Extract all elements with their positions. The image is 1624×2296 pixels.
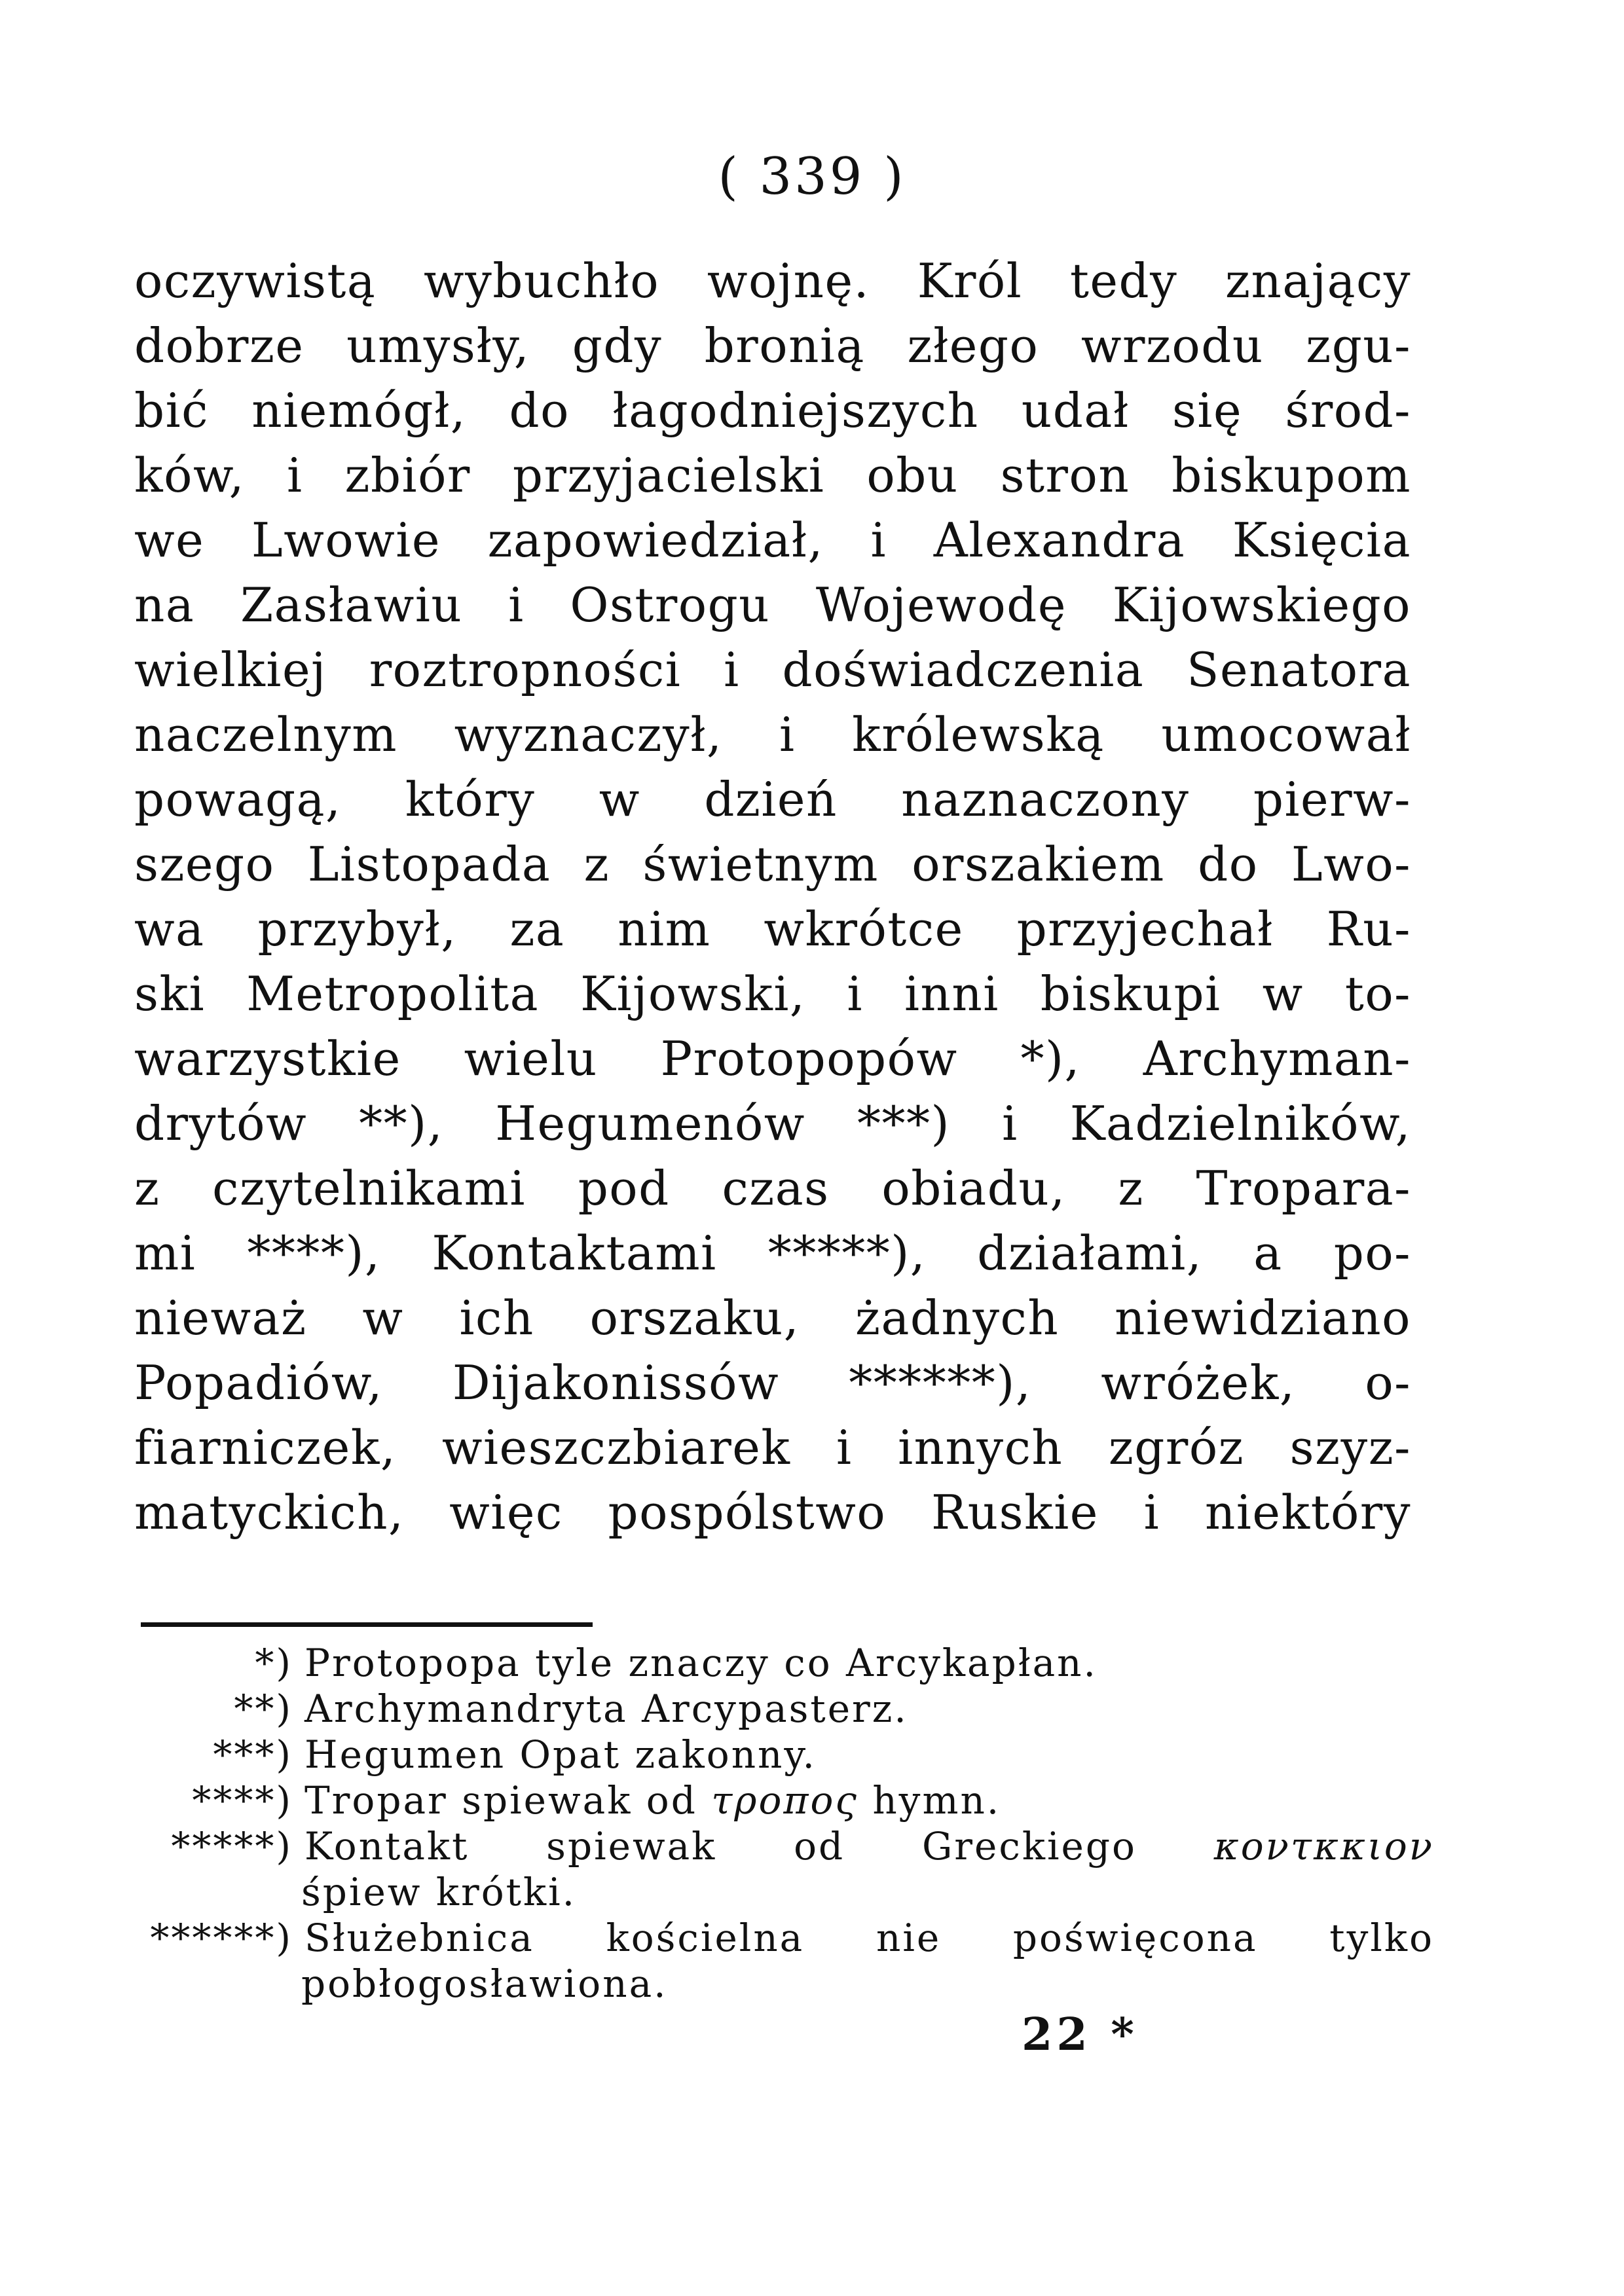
page-number: ( 339 ) <box>718 147 906 206</box>
footnotes <box>124 1640 1434 2007</box>
text-line: nieważ w ich orszaku, żadnych niewidziano <box>134 1290 1411 1345</box>
text-line: z czytelnikami pod czas obiadu, z Troparа- <box>134 1161 1411 1216</box>
footnote-text: Protopopa tyle znaczy co Arcykapłan. <box>304 1641 1098 1685</box>
greek-word: κοντκκιον <box>1213 1824 1435 1868</box>
text-line: warzystkie wielu Protopopów *), Archyman- <box>134 1031 1411 1086</box>
footnote-continuation: pobłogosławiona. <box>301 1961 668 2006</box>
text-line: oczywistą wybuchło wojnę. Król tedy znający <box>134 253 1411 308</box>
text-line: matyckich, więc pospólstwo Ruskie i niektóry <box>134 1485 1411 1540</box>
footnote-marker: **) <box>234 1686 293 1731</box>
text-line: wa przybył, za nim wkrótce przyjechał Ru- <box>134 902 1411 957</box>
footnote-marker: ****) <box>192 1778 293 1823</box>
text-line: naczelnym wyznaczył, i królewską umocował <box>134 707 1411 762</box>
footnote <box>124 1732 1434 1777</box>
text-line: drytów **), Hegumenów ***) i Kadzielników, <box>134 1096 1411 1151</box>
footnote-marker: *****) <box>171 1824 293 1868</box>
footnote-text: Hegumen Opat zakonny. <box>304 1732 817 1777</box>
footnote-continuation: śpiew krótki. <box>301 1870 577 1914</box>
text-line: ków, i zbiór przyjacielski obu stron biskupom <box>134 448 1411 503</box>
text-line: ski Metropolita Kijowski, i inni biskupi w to- <box>134 966 1411 1021</box>
footnote-text <box>304 1777 1434 1823</box>
main-text <box>134 249 1411 1545</box>
footnote-marker: *) <box>255 1641 293 1685</box>
footnote <box>124 1686 1434 1732</box>
text-line: powagą, który w dzień naznaczony pierw- <box>134 772 1411 827</box>
footnote-marker: ***) <box>213 1732 293 1777</box>
text-line: Popadiów, Dijakonissów ******), wróżek, o- <box>134 1355 1411 1410</box>
text-line: wielkiej roztropności i doświadczenia Senatora <box>134 642 1411 697</box>
signature-mark: 22 * <box>1022 2009 1138 2061</box>
footnote-text <box>304 1823 1434 1869</box>
footnote <box>124 1915 1434 1961</box>
footnote-text-before: Kontakt spiewak od Greckiego <box>304 1824 1137 1868</box>
footnote <box>124 1777 1434 1823</box>
text-line: dobrze umysły, gdy bronią złego wrzodu zgu- <box>134 318 1411 373</box>
footnote-text-before: Tropar spiewak od <box>304 1778 697 1823</box>
text-line: we Lwowie zapowiedział, i Alexandra Księcia <box>134 513 1411 568</box>
footnote-text: Służebnica kościelna nie poświęcona tylko <box>304 1916 1434 1960</box>
footnote-rule <box>141 1622 593 1627</box>
text-line: fiarniczek, wieszczbiarek i innych zgróz szyz- <box>134 1420 1411 1475</box>
text-line: bić niemógł, do łagodniejszych udał się środ- <box>134 383 1411 438</box>
footnote-text: Archymandryta Arcypasterz. <box>304 1686 908 1731</box>
text-line: mi ****), Kontaktami *****), działami, a po- <box>134 1226 1411 1281</box>
footnote-marker: ******) <box>150 1916 293 1960</box>
greek-word: τροπος <box>711 1778 858 1823</box>
footnote <box>124 1640 1434 1686</box>
text-line: szego Listopada z świetnym orszakiem do Lwo- <box>134 837 1411 892</box>
footnote-text-after: hymn. <box>872 1778 1001 1823</box>
text-line: na Zasławiu i Ostrogu Wojewodę Kijowskiego <box>134 577 1411 632</box>
footnote <box>124 1823 1434 1869</box>
